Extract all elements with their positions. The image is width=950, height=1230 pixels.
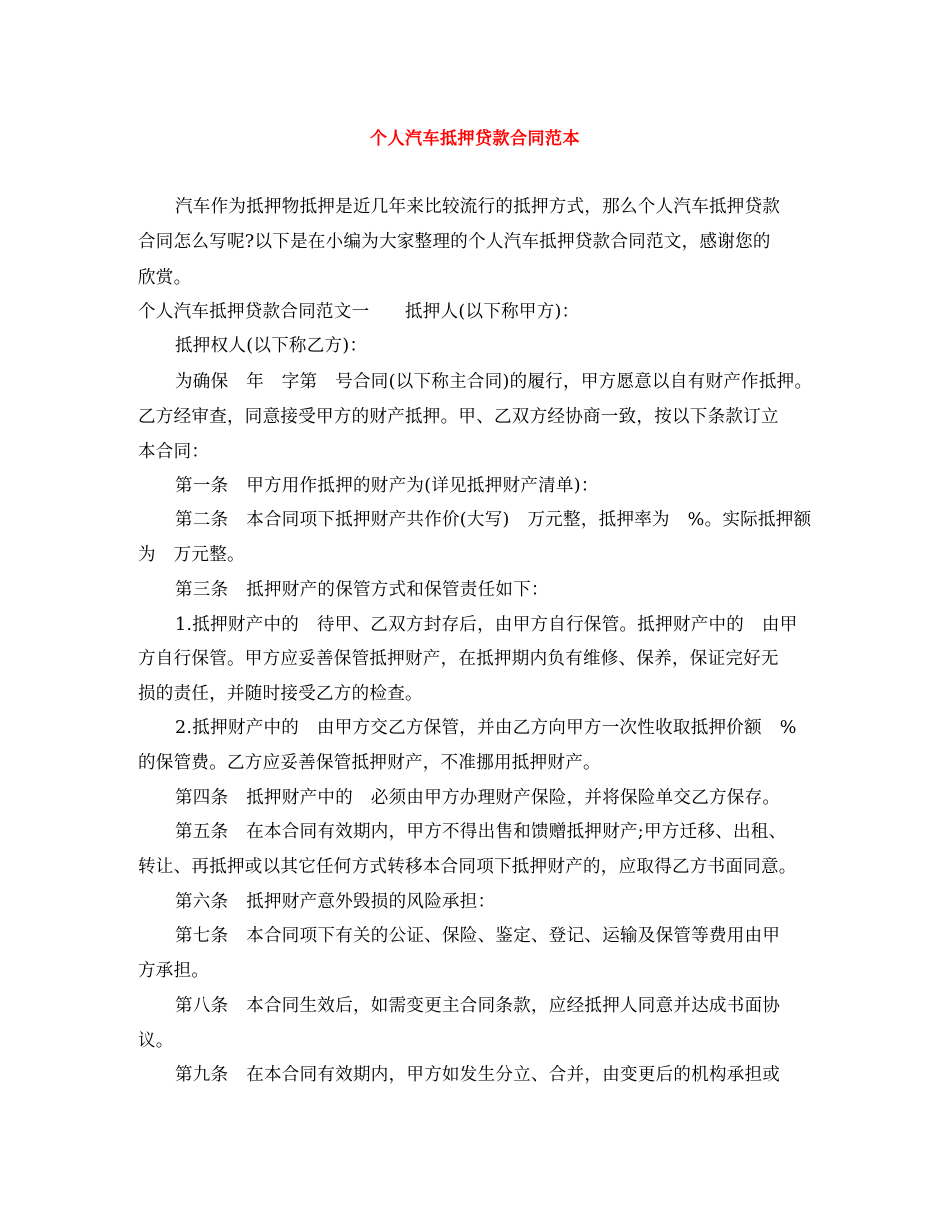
paragraph-line: 为确保 年 字第 号合同(以下称主合同)的履行，甲方愿意以自有财产作抵押。 [175, 372, 813, 392]
paragraph-line: 第七条 本合同项下有关的公证、保险、鉴定、登记、运输及保管等费用由甲 [175, 926, 781, 946]
paragraph-line: 1.抵押财产中的 待甲、乙双方封存后，由甲方自行保管。抵押财产中的 由甲 [175, 615, 798, 635]
paragraph-line: 第六条 抵押财产意外毁损的风险承担： [175, 892, 496, 912]
paragraph-line: 方自行保管。甲方应妥善保管抵押财产，在抵押期内负有维修、保养，保证完好无 [138, 649, 779, 669]
paragraph-line: 第四条 抵押财产中的 必须由甲方办理财产保险，并将保险单交乙方保存。 [175, 788, 781, 808]
paragraph-line: 抵押权人(以下称乙方)： [175, 336, 368, 356]
paragraph-line: 个人汽车抵押贷款合同范文一 抵押人(以下称甲方)： [138, 302, 580, 322]
paragraph-line: 第一条 甲方用作抵押的财产为(详见抵押财产清单)： [175, 476, 599, 496]
paragraph-line: 第二条 本合同项下抵押财产共作价(大写) 万元整，抵押率为 %。实际抵押额 [175, 510, 812, 530]
paragraph-line: 2.抵押财产中的 由甲方交乙方保管，并由乙方向甲方一次性收取抵押价额 % [175, 718, 797, 738]
paragraph-line: 第九条 在本合同有效期内，甲方如发生分立、合并，由变更后的机构承担或 [175, 1065, 781, 1085]
paragraph-line: 转让、再抵押或以其它任何方式转移本合同项下抵押财产的，应取得乙方书面同意。 [138, 857, 797, 877]
paragraph-line: 损的责任，并随时接受乙方的检查。 [138, 684, 423, 704]
paragraph-line: 合同怎么写呢?以下是在小编为大家整理的个人汽车抵押贷款合同范文，感谢您的 [138, 232, 771, 252]
paragraph-line: 第八条 本合同生效后，如需变更主合同条款，应经抵押人同意并达成书面协 [175, 996, 781, 1016]
paragraph-line: 第五条 在本合同有效期内，甲方不得出售和馈赠抵押财产;甲方迁移、出租、 [175, 822, 787, 842]
paragraph-line: 本合同： [138, 442, 210, 462]
paragraph-line: 为 万元整。 [138, 545, 245, 565]
paragraph-line: 的保管费。乙方应妥善保管抵押财产，不准挪用抵押财产。 [138, 753, 601, 773]
paragraph-line: 乙方经审查，同意接受甲方的财产抵押。甲、乙双方经协商一致，按以下条款订立 [138, 407, 779, 427]
paragraph-line: 欣赏。 [138, 268, 192, 288]
paragraph-line: 方承担。 [138, 961, 210, 981]
paragraph-line: 第三条 抵押财产的保管方式和保管责任如下： [175, 580, 549, 600]
document-title: 个人汽车抵押贷款合同范本 [370, 129, 580, 149]
paragraph-line: 汽车作为抵押物抵押是近几年来比较流行的抵押方式，那么个人汽车抵押贷款 [175, 197, 781, 217]
paragraph-line: 议。 [138, 1031, 174, 1051]
